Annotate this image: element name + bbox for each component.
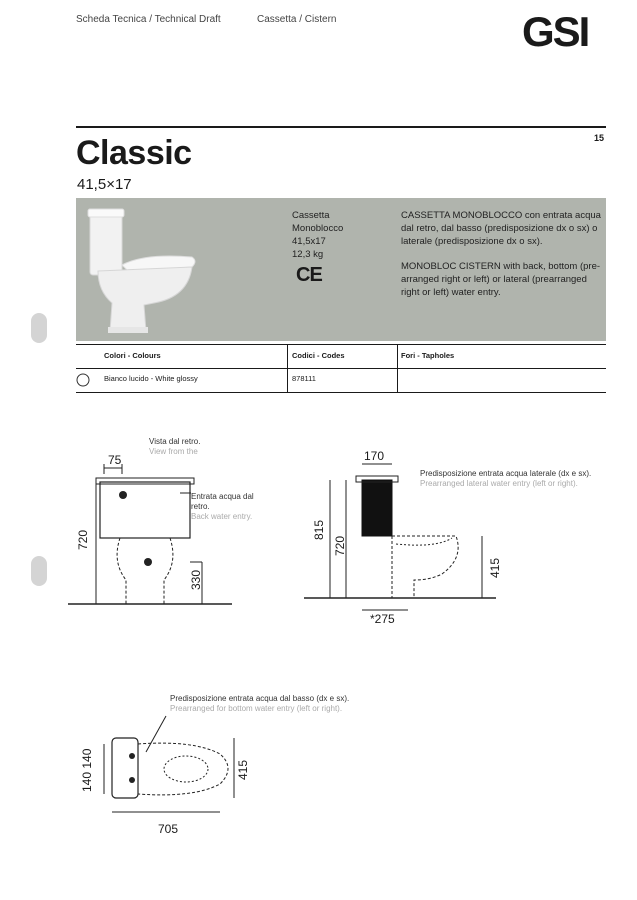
spec-type: Cassetta	[292, 210, 330, 221]
description-en: MONOBLOC CISTERN with back, bottom (pre-arranged right or left) or lateral (prearranged right or left) water entry.	[401, 261, 601, 298]
side-tab	[31, 313, 47, 343]
dim-inlet: 330	[189, 569, 203, 590]
colour-name: Bianco lucido - White glossy	[104, 374, 198, 383]
dim-height: 720	[76, 529, 90, 550]
drawing1-entry-note: Entrata acqua dal retro. Back water entry.	[191, 492, 254, 521]
title-rule	[76, 126, 606, 128]
colour-swatch-icon	[76, 373, 90, 387]
table-divider	[397, 344, 398, 392]
ce-mark: CE	[296, 264, 322, 286]
dim-width: 170	[364, 449, 385, 463]
table-header-rule	[76, 368, 606, 369]
header-codes: Codici - Codes	[292, 351, 345, 360]
table-top-rule	[76, 344, 606, 345]
drawing2-note: Predisposizione entrata acqua laterale (dx e sx). Prearranged lateral water entry (left or right).	[420, 469, 592, 488]
side-tab	[31, 556, 47, 586]
product-code: 878111	[292, 374, 316, 383]
brand-logo: GSI	[522, 8, 589, 55]
dim-total: 815	[312, 519, 326, 540]
page-number: 15	[594, 133, 605, 143]
header-tapholes: Fori - Tapholes	[401, 351, 455, 360]
table-divider	[287, 344, 288, 392]
table-bottom-rule	[76, 392, 606, 393]
product-photo	[84, 205, 204, 337]
description-it: CASSETTA MONOBLOCCO con entrata acqua dal retro, dal basso (predisposizione dx o sx) o laterale (predisposizione dx o sx).	[401, 210, 601, 247]
header-category: Cassetta / Cistern	[257, 14, 337, 25]
drawing1-note: Vista dal retro. View from the	[149, 437, 201, 456]
drawing-top-view	[76, 700, 256, 830]
header-colours: Colori - Colours	[104, 351, 161, 360]
spec-weight: 12,3 kg	[292, 249, 324, 260]
drawing-side-view	[296, 448, 506, 628]
product-size: 41,5×17	[77, 176, 132, 193]
header-doc-type: Scheda Tecnica / Technical Draft	[76, 14, 221, 25]
dim-base: *275	[370, 612, 395, 626]
dim-length: 705	[158, 822, 179, 836]
dim-left: 140 140	[80, 748, 94, 792]
spec-list	[292, 209, 343, 261]
dim-height: 720	[333, 535, 347, 556]
spec-dimensions: 41,5x17	[292, 236, 326, 247]
dim-side: 415	[488, 557, 502, 578]
dim-top: 75	[108, 453, 122, 467]
dim-right: 415	[236, 759, 250, 780]
product-title: Classic	[76, 134, 192, 172]
spec-subtype: Monoblocco	[292, 223, 344, 234]
drawing3-note: Predisposizione entrata acqua dal basso (dx e sx). Prearranged for bottom water entry (left or right).	[170, 694, 350, 713]
